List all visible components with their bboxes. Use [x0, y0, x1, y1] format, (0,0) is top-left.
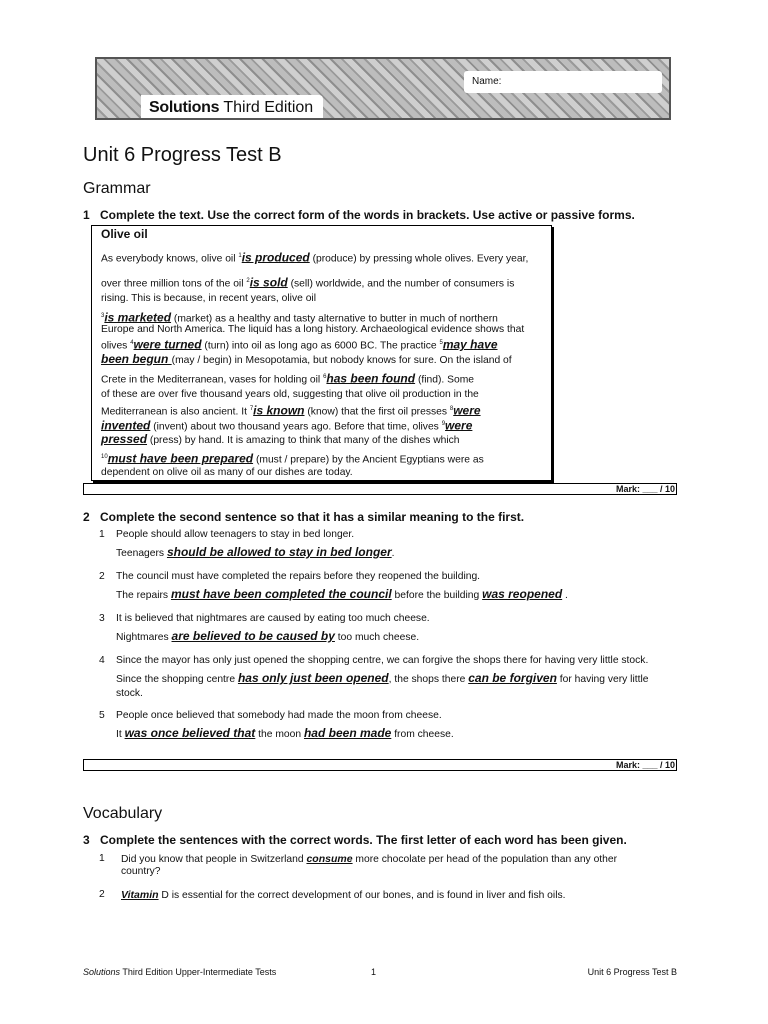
name-field[interactable]: [464, 71, 662, 93]
line-text: (invent) about two thousand years ago. Before that time, olives: [150, 421, 442, 433]
item-number: 2: [99, 889, 105, 900]
brand-bold: Solutions: [149, 99, 220, 116]
original-sentence: People should allow teenagers to stay in bed longer.: [116, 529, 355, 540]
sentence-text: It: [116, 729, 125, 740]
instruction-text: Complete the sentences with the correct words. The first letter of each word has been given.: [100, 833, 627, 847]
vocab-sentence: [121, 853, 617, 865]
answer: invented: [101, 418, 151, 433]
answer: is sold: [249, 275, 288, 290]
gap-number: 5: [439, 340, 443, 346]
gap-number: 10: [101, 454, 108, 460]
sentence-text: .: [391, 548, 395, 559]
answer: is known: [253, 403, 305, 418]
text-line: [101, 466, 353, 479]
sentence-text: Did you know that people in Switzerland: [121, 854, 307, 865]
line-text: (know) that the first oil presses: [304, 406, 450, 418]
gap-number: 3: [101, 313, 105, 319]
sentence-text: The repairs: [116, 590, 171, 601]
question-number: 1: [83, 208, 90, 222]
brand-rest: Third Edition: [223, 99, 314, 116]
line-text: (must / prepare) by the Ancient Egyptians were as: [253, 454, 484, 466]
line-text: (sell) worldwide, and the number of consumers is: [287, 278, 515, 290]
answer: were turned: [133, 337, 202, 352]
line-text: over three million tons of the oil: [101, 278, 247, 290]
sentence-text: Since the shopping centre: [116, 674, 238, 685]
line-text: Crete in the Mediterranean, vases for holding oil: [101, 374, 324, 386]
item-number: 1: [99, 529, 105, 540]
text-line: [101, 403, 481, 418]
answer: must have been completed the council: [170, 587, 392, 601]
answer: consume: [306, 853, 353, 865]
sentence-text: Nightmares: [116, 632, 172, 643]
sentence-continuation: stock.: [116, 688, 143, 699]
text-line: [101, 337, 498, 352]
answer: must have been prepared: [107, 451, 254, 466]
original-sentence: The council must have completed the repairs before they reopened the building.: [116, 571, 481, 582]
rewritten-sentence: [116, 726, 454, 740]
line-text: (produce) by pressing whole olives. Every year,: [309, 253, 529, 265]
answer: were: [445, 418, 473, 433]
text-line: [101, 250, 528, 265]
line-text: (turn) into oil as long ago as 6000 BC. The practice: [201, 340, 440, 352]
original-sentence: Since the mayor has only just opened the shopping centre, we can forgive the shops there for having very little stock.: [116, 655, 649, 666]
answer: may have: [442, 337, 498, 352]
gap-number: 8: [449, 406, 454, 412]
original-sentence: People once believed that somebody had made the moon from cheese.: [116, 710, 442, 721]
footer-italic: Solutions: [83, 967, 121, 977]
line-text: (press) by hand. It is amazing to think that many of the dishes which: [147, 435, 460, 446]
item-number: 3: [99, 613, 105, 624]
mark-bar-q2: Mark: ___ / 10: [83, 759, 677, 771]
item-number: 5: [99, 710, 105, 721]
line-text: (market) as a healthy and tasty alternative to butter in much of northern: [171, 313, 498, 325]
sentence-continuation: country?: [121, 866, 161, 877]
sentence-text: too much cheese.: [334, 632, 420, 643]
sentence-text: Teenagers: [116, 548, 167, 559]
page-title: Unit 6 Progress Test B: [83, 144, 282, 166]
sentence-text: the moon: [255, 729, 304, 740]
olive-oil-text-box: [91, 225, 552, 481]
text-line: [101, 323, 524, 336]
answer: has been found: [326, 371, 416, 386]
question-2-instruction: [83, 510, 524, 524]
text-box-title: Olive oil: [101, 227, 148, 241]
gap-number: 9: [441, 421, 446, 427]
question-3-instruction: [83, 833, 627, 847]
line-text: As everybody knows, olive oil: [101, 253, 239, 265]
text-line: [101, 353, 512, 367]
vocab-sentence: [121, 889, 566, 901]
item-number: 1: [99, 853, 105, 864]
instruction-text: Complete the text. Use the correct form of the words in brackets. Use active or passive forms.: [100, 208, 635, 222]
answer: pressed: [101, 432, 148, 446]
question-1-instruction: [83, 208, 635, 222]
instruction-text: Complete the second sentence so that it has a similar meaning to the first.: [100, 510, 525, 524]
line-text: rising. This is because, in recent years, olive oil: [101, 293, 316, 304]
name-label: Name:: [472, 76, 502, 87]
sentence-text: before the building: [391, 590, 483, 601]
brand-logo: [141, 95, 323, 120]
answer: is marketed: [104, 310, 172, 325]
sentence-text: from cheese.: [391, 729, 454, 740]
line-text: (may / begin) in Mesopotamia, but nobody knows for sure. On the island of: [171, 355, 512, 366]
text-line: [101, 433, 460, 447]
footer-left-text: Third Edition Upper-Intermediate Tests: [120, 967, 277, 977]
text-line: [101, 418, 472, 433]
text-line: [101, 275, 514, 290]
gap-number: 2: [246, 278, 250, 284]
answer: Vitamin: [121, 889, 159, 901]
question-number: 2: [83, 510, 90, 524]
rewritten-sentence: [116, 629, 419, 643]
item-number: 4: [99, 655, 105, 666]
line-text: Europe and North America. The liquid has a long history. Archaeological evidence shows that: [101, 324, 525, 335]
answer: was reopened: [482, 587, 563, 601]
gap-number: 1: [238, 253, 242, 259]
sentence-text: .: [562, 590, 568, 601]
sentence-text: D is essential for the correct development of our bones, and is found in liver and fish oils.: [158, 890, 566, 901]
answer: is produced: [241, 250, 310, 265]
mark-bar-q1: Mark: ___ / 10: [83, 483, 677, 495]
answer: are believed to be caused by: [171, 629, 335, 643]
page-number: 1: [371, 967, 377, 977]
text-line: [101, 371, 474, 386]
answer: were: [453, 403, 481, 418]
sentence-text: , the shops there: [388, 674, 469, 685]
text-line: [101, 292, 316, 305]
line-text: dependent on olive oil as many of our dishes are today.: [101, 467, 353, 478]
answer: has only just been opened: [237, 671, 389, 685]
gap-number: 7: [249, 406, 254, 412]
gap-number: 6: [323, 374, 327, 380]
text-line: [101, 451, 484, 466]
answer: can be forgiven: [468, 671, 557, 685]
footer-left: [83, 967, 276, 977]
answer: had been made: [303, 726, 392, 740]
grammar-heading: Grammar: [83, 180, 151, 197]
footer-right: Unit 6 Progress Test B: [587, 967, 677, 977]
rewritten-sentence: [116, 671, 648, 685]
gap-number: 4: [130, 340, 134, 346]
line-text: olives: [101, 340, 131, 352]
rewritten-sentence: [116, 545, 395, 559]
text-line: [101, 388, 479, 401]
answer: was once believed that: [124, 726, 256, 740]
line-text: of these are over five thousand years old, suggesting that olive oil production in the: [101, 389, 479, 400]
vocabulary-heading: Vocabulary: [83, 805, 163, 822]
answer: should be allowed to stay in bed longer: [166, 545, 392, 559]
rewritten-sentence: [116, 587, 568, 601]
line-text: Mediterranean is also ancient. It: [101, 406, 250, 418]
question-number: 3: [83, 833, 90, 847]
sentence-text: for having very little: [556, 674, 649, 685]
answer: been begun: [101, 352, 172, 366]
original-sentence: It is believed that nightmares are caused by eating too much cheese.: [116, 613, 430, 624]
line-text: (find). Some: [415, 374, 475, 386]
item-number: 2: [99, 571, 105, 582]
sentence-text: more chocolate per head of the population than any other: [352, 854, 618, 865]
header-banner: [95, 57, 671, 120]
